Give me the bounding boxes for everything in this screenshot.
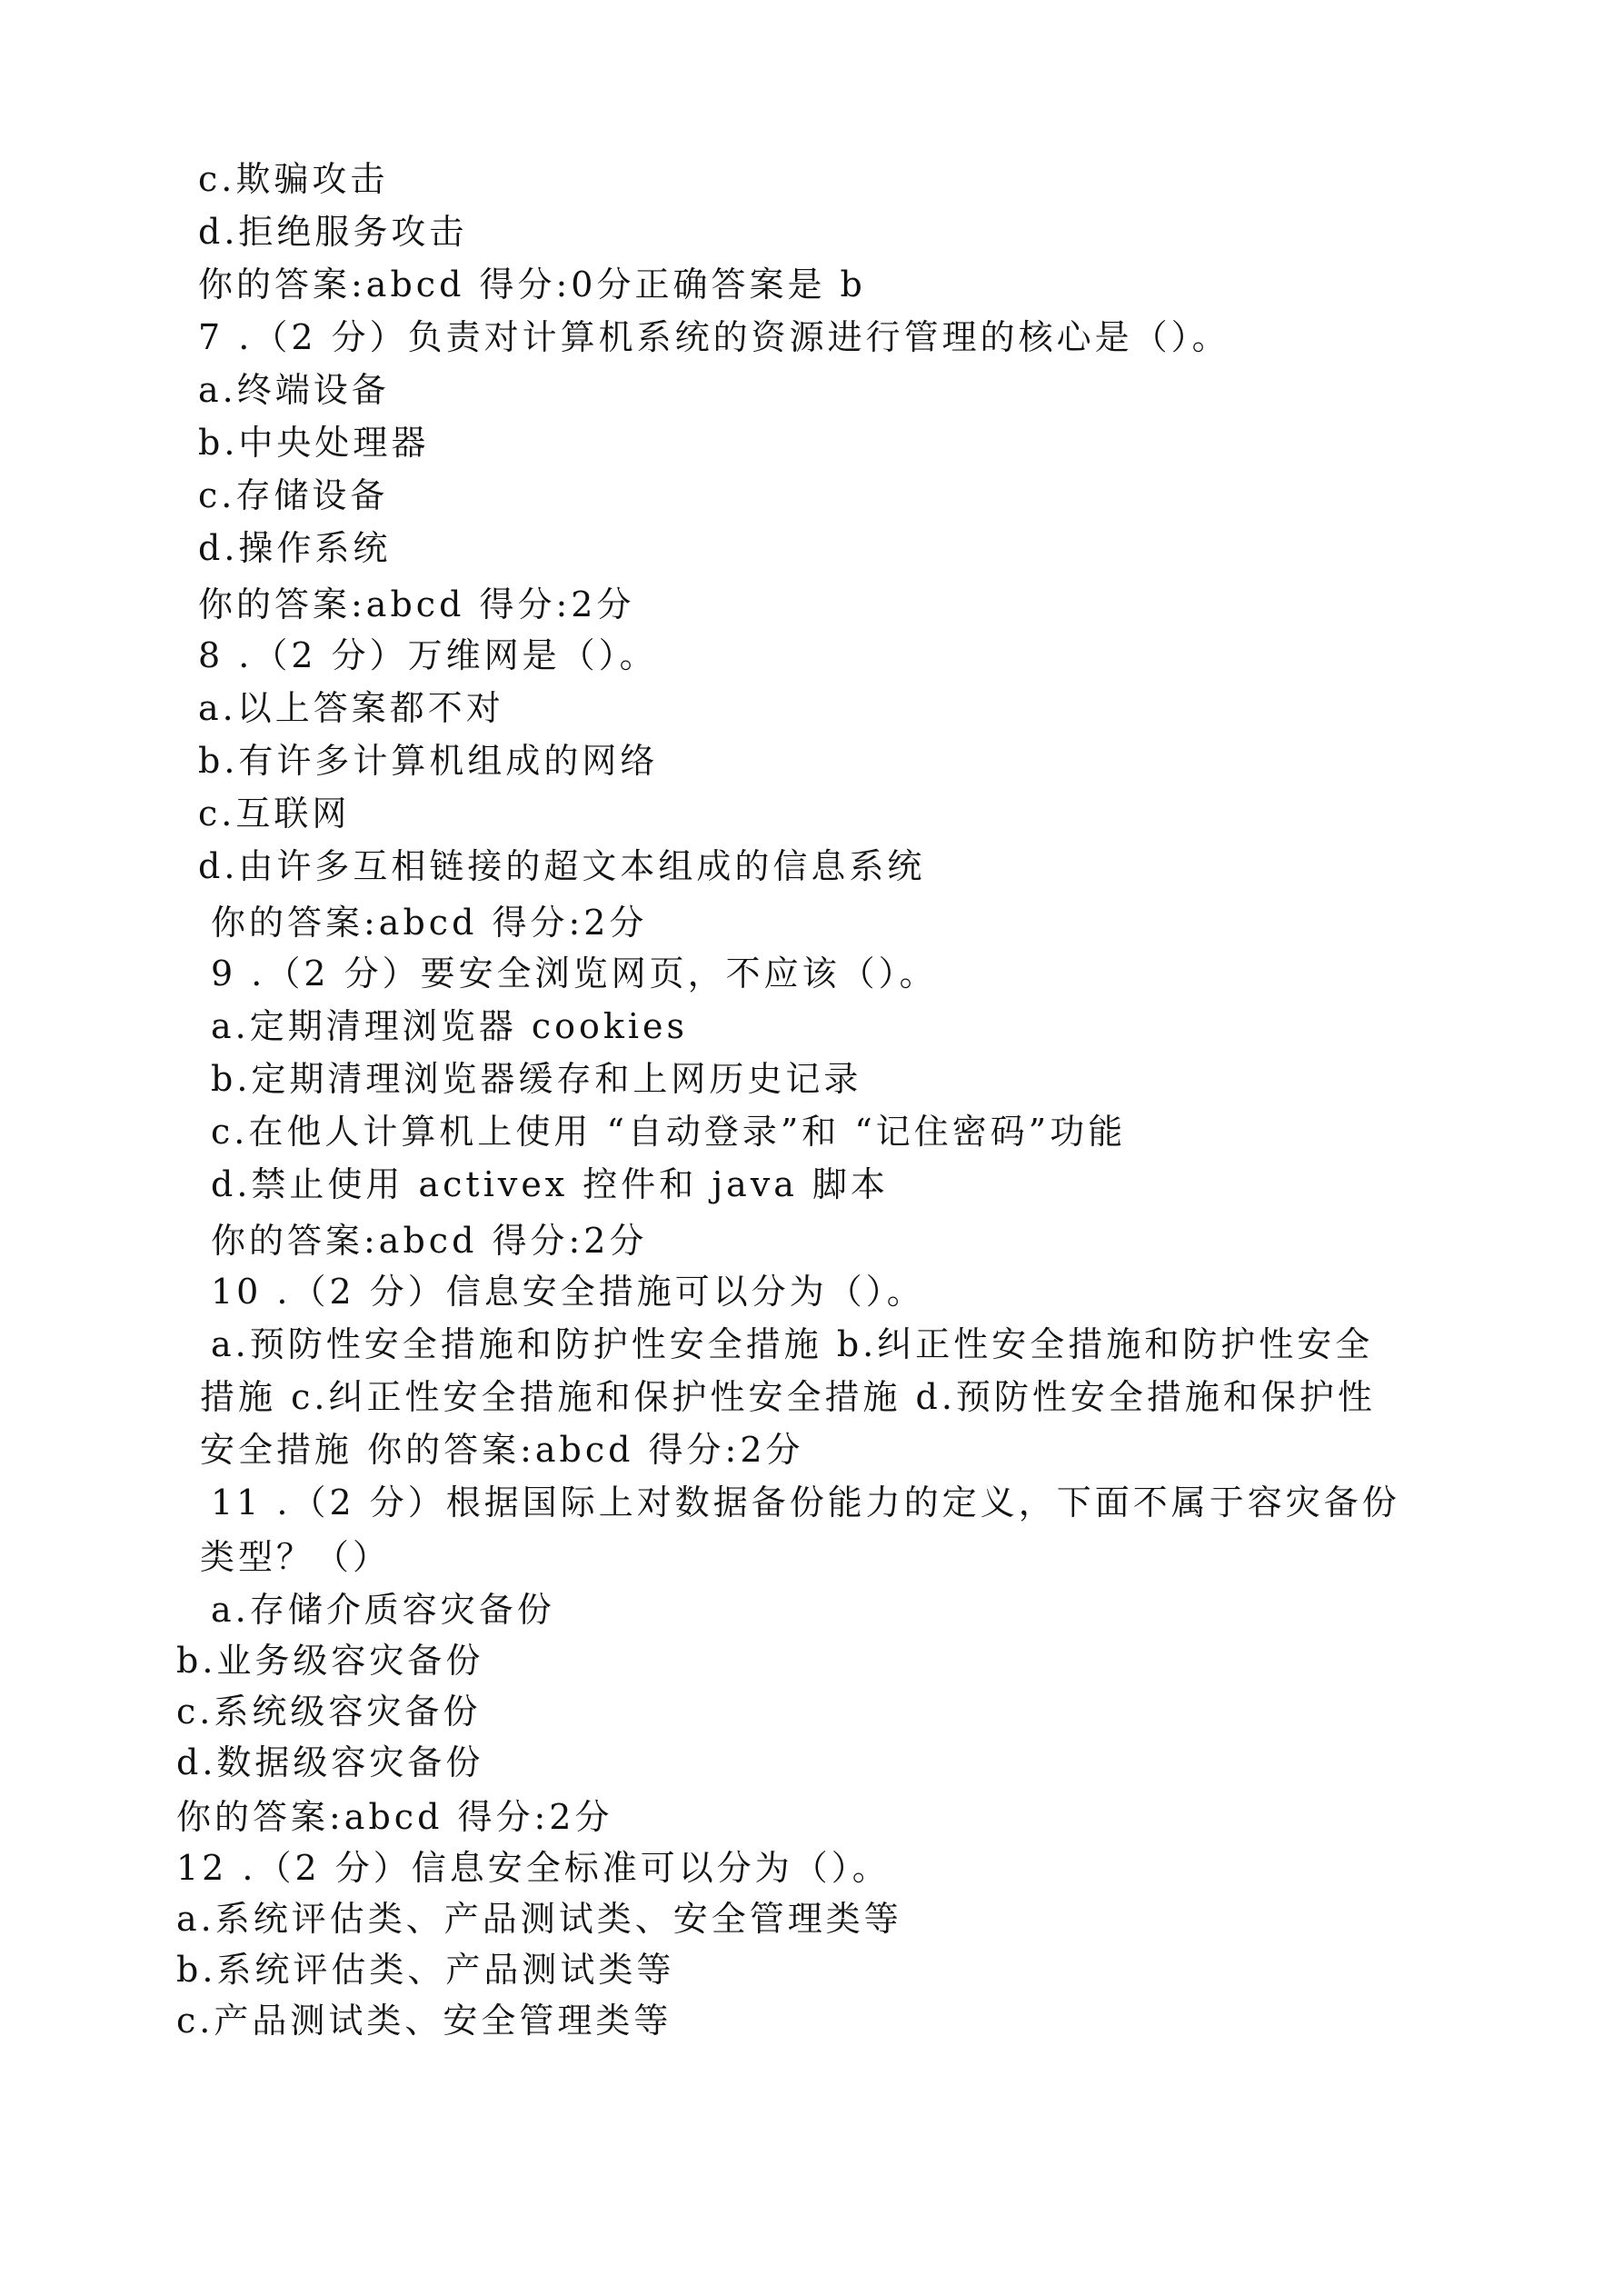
q9-option-d: d.禁止使用 activex 控件和 java 脚本 [211,1164,890,1204]
q6-option-c: c.欺骗攻击 [198,159,389,199]
q9-question: 9 .（2 分）要安全浏览网页，不应该（）。 [211,953,938,993]
q9-option-c: c.在他人计算机上使用 “自动登录”和 “记住密码”功能 [211,1112,1127,1152]
q8-question: 8 .（2 分）万维网是（）。 [198,635,658,675]
q7-option-d: d.操作系统 [198,528,392,568]
q9-answer-score: 你的答案:abcd 得分:2分 [211,1221,648,1261]
q8-option-c: c.互联网 [198,794,351,834]
q12-option-c: c.产品测试类、安全管理类等 [176,2001,672,2041]
q11-question-line-1: 11 .（2 分）根据国际上对数据备份能力的定义，下面不属于容灾备份 [211,1482,1400,1522]
q8-option-d: d.由许多互相链接的超文本组成的信息系统 [198,846,926,886]
q8-option-a: a.以上答案都不对 [198,688,504,728]
q7-option-a: a.终端设备 [198,370,390,410]
q11-question-line-2: 类型？（） [200,1537,392,1577]
q10-question: 10 .（2 分）信息安全措施可以分为（）。 [211,1272,925,1312]
q11-option-d: d.数据级容灾备份 [176,1742,484,1782]
q10-options-answer-line: 安全措施 你的答案:abcd 得分:2分 [200,1430,804,1470]
q9-option-b: b.定期清理浏览器缓存和上网历史记录 [211,1059,862,1099]
q8-answer-score: 你的答案:abcd 得分:2分 [211,903,648,943]
q6-answer-score: 你的答案:abcd 得分:0分正确答案是 b [198,265,866,304]
q10-options-line-1: a.预防性安全措施和防护性安全措施 b.纠正性安全措施和防护性安全 [211,1324,1374,1364]
q6-option-d: d.拒绝服务攻击 [198,212,468,252]
q12-option-a: a.系统评估类、产品测试类、安全管理类等 [176,1899,902,1939]
q9-option-a: a.定期清理浏览器 cookies [211,1006,689,1046]
q11-option-c: c.系统级容灾备份 [176,1692,482,1732]
q7-answer-score: 你的答案:abcd 得分:2分 [198,584,635,624]
q7-option-b: b.中央处理器 [198,423,430,463]
q11-option-b: b.业务级容灾备份 [176,1641,484,1681]
q7-option-c: c.存储设备 [198,475,389,515]
q7-question: 7 .（2 分）负责对计算机系统的资源进行管理的核心是（）。 [198,317,1230,357]
q11-answer-score: 你的答案:abcd 得分:2分 [176,1797,613,1837]
q12-question: 12 .（2 分）信息安全标准可以分为（）。 [176,1848,891,1888]
q11-option-a: a.存储介质容灾备份 [211,1590,555,1630]
q12-option-b: b.系统评估类、产品测试类等 [176,1950,675,1990]
q8-option-b: b.有许多计算机组成的网络 [198,741,659,781]
q10-options-line-2: 措施 c.纠正性安全措施和保护性安全措施 d.预防性安全措施和保护性 [200,1377,1376,1417]
